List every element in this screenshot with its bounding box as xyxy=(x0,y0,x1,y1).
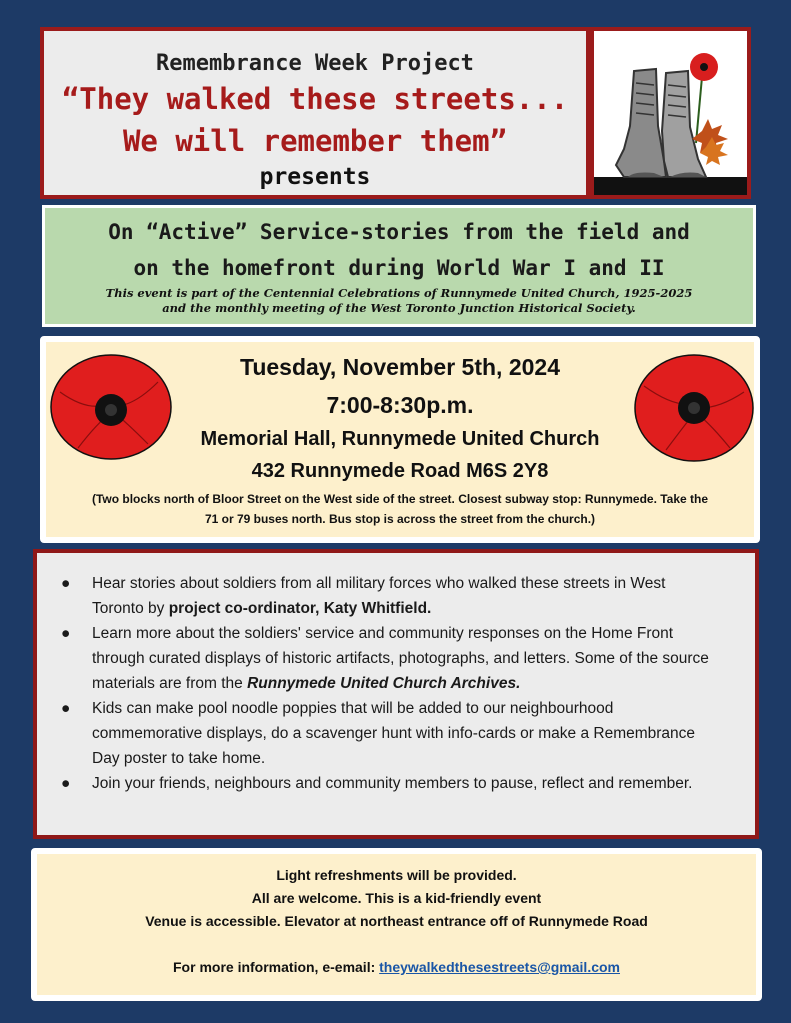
list-item-text: Hear stories about soldiers from all military forces who walked these streets in West Toronto by xyxy=(92,575,666,617)
project-title: Remembrance Week Project xyxy=(156,51,474,76)
refreshments-note: Light refreshments will be provided. xyxy=(276,867,517,883)
list-item-text: Kids can make pool noodle poppies that will be added to our neighbourhood commemorative displays, do a scavenger hunt with info-cards or make a Remembrance Day poster to take home. xyxy=(92,700,696,767)
welcome-note: All are welcome. This is a kid-friendly event xyxy=(251,890,542,906)
presents-label: presents xyxy=(259,164,371,190)
coordinator-name: project co-ordinator, Katy Whitfield. xyxy=(168,600,432,617)
list-item xyxy=(61,571,719,621)
poppy-icon xyxy=(48,352,174,462)
talk-title-line-1: On “Active” Service-stories from the field and xyxy=(108,220,690,244)
centennial-note-1: This event is part of the Centennial Celebrations of Runnymede United Church, 1925-2025 xyxy=(105,286,693,300)
contact-line xyxy=(37,956,756,979)
boots-poppy-image xyxy=(590,27,751,199)
bullet-icon: ● xyxy=(61,625,71,642)
quote-line-2: We will remember them” xyxy=(122,124,508,158)
centennial-note-2: and the monthly meeting of the West Toronto Junction Historical Society. xyxy=(162,301,636,315)
list-item xyxy=(61,621,719,696)
contact-label: For more information, e-email: xyxy=(173,959,380,975)
activities-list xyxy=(61,571,719,796)
list-item-text: Join your friends, neighbours and community members to pause, reflect and remember. xyxy=(92,775,693,792)
bullet-icon: ● xyxy=(61,700,71,717)
archives-name: Runnymede United Church Archives. xyxy=(247,675,521,692)
header-panel xyxy=(40,27,590,199)
email-link[interactable]: theywalkedthesestreets@gmail.com xyxy=(379,959,620,975)
event-address: 432 Runnymede Road M6S 2Y8 xyxy=(251,460,549,482)
event-date: Tuesday, November 5th, 2024 xyxy=(239,354,560,380)
accessibility-note: Venue is accessible. Elevator at northeast entrance off of Runnymede Road xyxy=(145,913,648,929)
poppy-icon xyxy=(632,352,756,464)
bullet-icon: ● xyxy=(61,575,71,592)
list-item-text: Learn more about the soldiers' service and community responses on the Home Front through curated displays of historic artifacts, photographs, and letters. Some of the source materials are from the xyxy=(92,625,709,692)
bullet-icon: ● xyxy=(61,775,71,792)
event-directions: (Two blocks north of Bloor Street on the West side of the street. Closest subway stop: Runnymede. Take the 71 or 79 buses north. Bus stop is across the street from the church.) xyxy=(91,492,709,526)
talk-title-line-2: on the homefront during World War I and II xyxy=(133,256,665,280)
list-item xyxy=(61,696,719,771)
quote-line-1: “They walked these streets... xyxy=(61,82,569,116)
activities-panel xyxy=(33,549,759,839)
event-time: 7:00-8:30p.m. xyxy=(326,392,474,418)
list-item xyxy=(61,771,719,796)
info-footer-panel xyxy=(31,848,762,1001)
event-venue: Memorial Hall, Runnymede United Church xyxy=(200,428,600,450)
talk-title-panel xyxy=(42,205,756,327)
